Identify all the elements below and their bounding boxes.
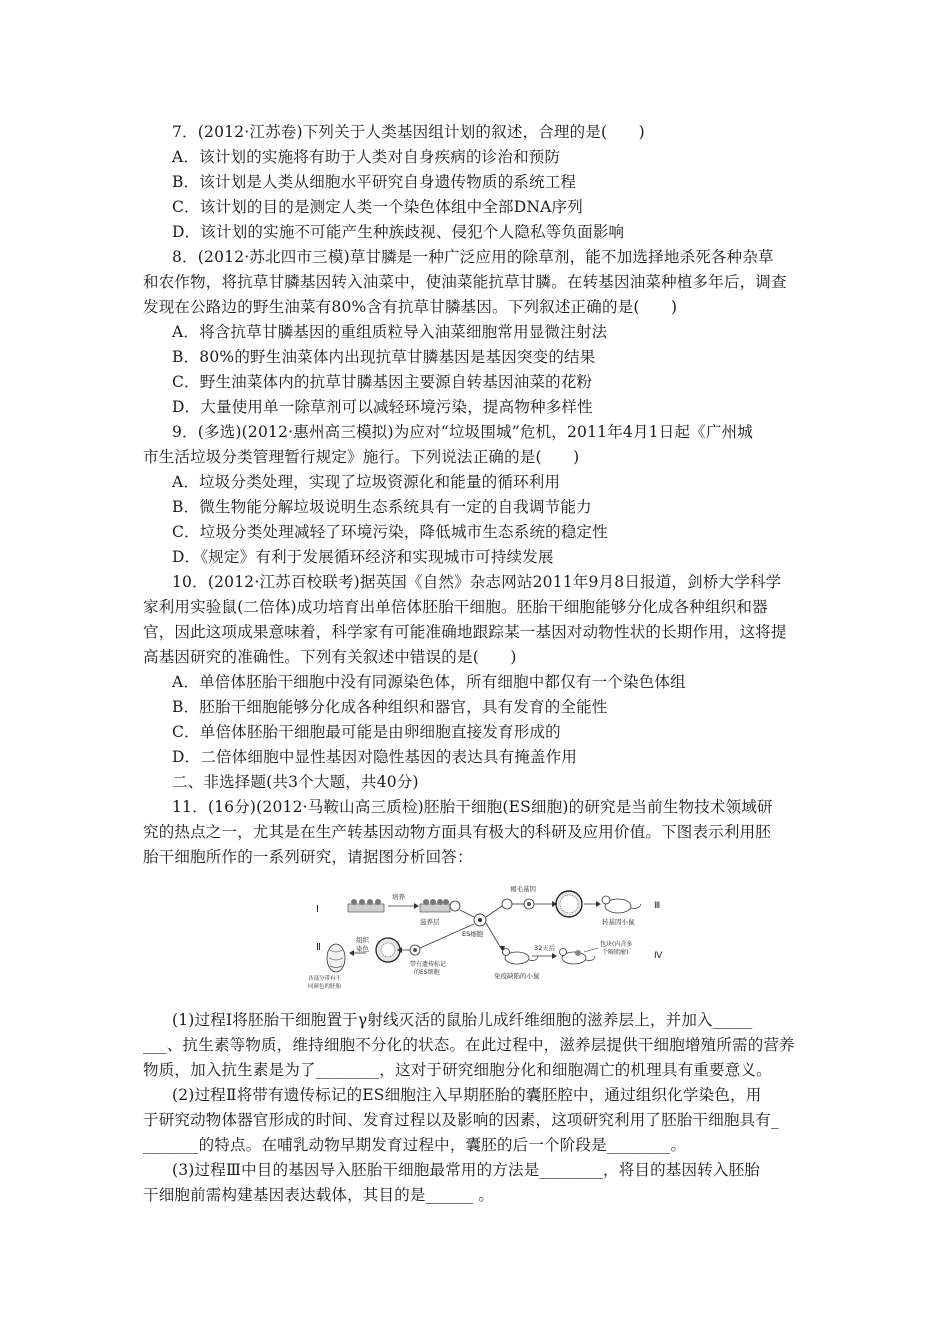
fig-embryo-label-1: 各部分带有不 [308,976,342,982]
fig-gene-label: 褐毛基因 [510,885,536,893]
cell-circle [450,901,460,911]
tumor-mouse-icon [560,949,596,965]
es-cell-research-diagram [302,880,672,990]
q10-stem-line4: 高基因研究的准确性。下列有关叙述中错误的是( ) [143,648,517,666]
fig-feeder-label: 滋养层 [420,918,440,926]
fig-lump-label-1: 包块(内含多 [600,941,633,948]
fig-label-iv: Ⅳ [654,951,663,961]
q10-option-d: D．二倍体细胞中显性基因对隐性基因的表达具有掩盖作用 [172,748,578,766]
q7-stem: 7．(2012·江苏卷)下列关于人类基因组计划的叙述，合理的是( ) [172,123,645,141]
fig-label-ii: Ⅱ [316,942,321,953]
fig-tg-mouse-label: 转基因小鼠 [602,918,635,926]
q11-part3-line2: 干细胞前需构建基因表达载体，其目的是______ 。 [143,1186,495,1204]
fig-label-i: Ⅰ [316,904,319,915]
q8-stem-line3: 发现在公路边的野生油菜有80%含有抗草甘膦基因。下列叙述正确的是( ) [143,298,678,316]
q8-stem-line2: 和农作物，将抗草甘膦基因转入油菜中，使油菜能抗草甘膦。在转基因油菜种植多年后，调查 [143,273,787,291]
feeder-layer-2 [420,899,450,912]
q7-option-c: C．该计划的目的是测定人类一个染色体组中全部DNA序列 [172,198,583,216]
q7-option-b: B．该计划是人类从细胞水平研究自身遗传物质的系统工程 [172,173,577,191]
q8-option-b: B．80%的野生油菜体内出现抗草甘膦基因是基因突变的结果 [172,348,596,366]
q10-option-c: C．单倍体胚胎干细胞最可能是由卵细胞直接发育形成的 [172,723,561,741]
stained-embryo-icon [327,944,345,972]
q10-option-b: B．胚胎干细胞能够分化成各种组织和器官，具有发育的全能性 [172,698,608,716]
q8-option-a: A．将含抗草甘膦基因的重组质粒导入油菜细胞常用显微注射法 [172,323,608,341]
q9-option-b: B．微生物能分解垃圾说明生态系统具有一定的自我调节能力 [172,498,592,516]
q7-option-d: D．该计划的实施不可能产生种族歧视、侵犯个人隐私等负面影响 [172,223,625,241]
q11-stem-line2: 究的热点之一，尤其是在生产转基因动物方面具有极大的科研及应用价值。下图表示利用胚 [143,823,772,841]
q9-option-a: A．垃圾分类处理，实现了垃圾资源化和能量的循环利用 [172,473,561,491]
q8-option-d: D．大量使用单一除草剂可以减轻环境污染，提高物种多样性 [172,398,593,416]
q7-option-a: A．该计划的实施将有助于人类对自身疾病的诊治和预防 [172,148,561,166]
q10-option-a: A．单倍体胚胎干细胞中没有同源染色体，所有细胞中都仅有一个染色体组 [172,673,686,691]
q11-part1-line3: 物质，加入抗生素是为了________，这对于研究细胞分化和细胞凋亡的机理具有重要意义。 [143,1061,772,1079]
fig-immuno-label: 免疫缺陷的小鼠 [494,972,540,980]
blastocyst-icon [556,891,582,917]
fig-stain-label-1: 组织 [356,936,369,944]
fig-marked-label-2: 的ES细胞 [414,969,440,976]
q9-option-c: C．垃圾分类处理减轻了环境污染，降低城市生态系统的稳定性 [172,523,608,541]
q8-option-c: C．野生油菜体内的抗草甘膦基因主要源自转基因油菜的花粉 [172,373,593,391]
transgenic-mouse-icon [602,896,641,913]
fig-lump-label-2: 个畸胎瘤) [602,949,629,956]
q11-stem-line1: 11．(16分)(2012·马鞍山高三质检)胚胎干细胞(ES细胞)的研究是当前生物技术领域研 [172,798,773,816]
q11-stem-line3: 胎干细胞所作的一系列研究，请据图分析回答： [143,848,473,866]
fig-culture-label: 培养 [392,893,405,901]
q9-stem-line2: 市生活垃圾分类管理暂行规定》施行。下列说法正确的是( ) [143,448,580,466]
fig-stain-label-2: 染色 [356,945,369,953]
q9-option-d: D．《规定》有利于发展循环经济和实现城市可持续发展 [172,548,554,566]
q11-part2-line2: 于研究动物体器官形成的时间、发育过程以及影响的因素，这项研究利用了胚胎干细胞具有_ [143,1111,779,1129]
fig-embryo-label-2: 同颜色的胚胎 [308,984,342,990]
q10-stem-line3: 官，因此这项成果意味着，科学家有可能准确地跟踪某一基因对动物性状的长期作用，这将提 [143,623,787,641]
feeder-layer-1 [348,899,384,912]
q11-part1-line2: ___、抗生素等物质，维持细胞不分化的状态。在此过程中，滋养层提供干细胞增殖所需的营养 [143,1036,795,1054]
fig-es-label: ES细胞 [462,930,484,938]
fig-marked-label-1: 带有遗传标记 [410,961,447,968]
q10-stem-line2: 家利用实验鼠(二倍体)成功培育出单倍体胚胎干细胞。胚胎干细胞能够分化成各种组织和器 [143,598,768,616]
fig-label-iii: Ⅲ [654,901,661,911]
q11-part1-line1: (1)过程Ⅰ将胚胎干细胞置于γ射线灭活的鼠胎儿成纤维细胞的滋养层上，并加入_____ [172,1011,753,1029]
injected-blastocyst-icon [376,938,400,962]
q11-part2-line3: _______的特点。在哺乳动物早期发育过程中，囊胚的后一个阶段是________。 [143,1136,687,1154]
q10-stem-line1: 10．(2012·江苏百校联考)据英国《自然》杂志网站2011年9月8日报道，剑桥大学科学 [172,573,782,591]
section-heading: 二、非选择题(共3个大题，共40分) [172,773,419,791]
q8-stem-line1: 8．(2012·苏北四市三模)草甘膦是一种广泛应用的除草剂，能不加选择地杀死各种杂草 [172,248,774,266]
q9-stem-line1: 9．(多选)(2012·惠州高三模拟)为应对“垃圾围城”危机，2011年4月1日起《广州城 [172,423,753,441]
q11-part3-line1: (3)过程Ⅲ中目的基因导入胚胎干细胞最常用的方法是________，将目的基因转入胚胎 [172,1161,761,1179]
fig-days-label: 32天后 [534,944,556,952]
q11-part2-line1: (2)过程Ⅱ将带有遗传标记的ES细胞注入早期胚胎的囊胚腔中，通过组织化学染色，用 [172,1086,762,1104]
